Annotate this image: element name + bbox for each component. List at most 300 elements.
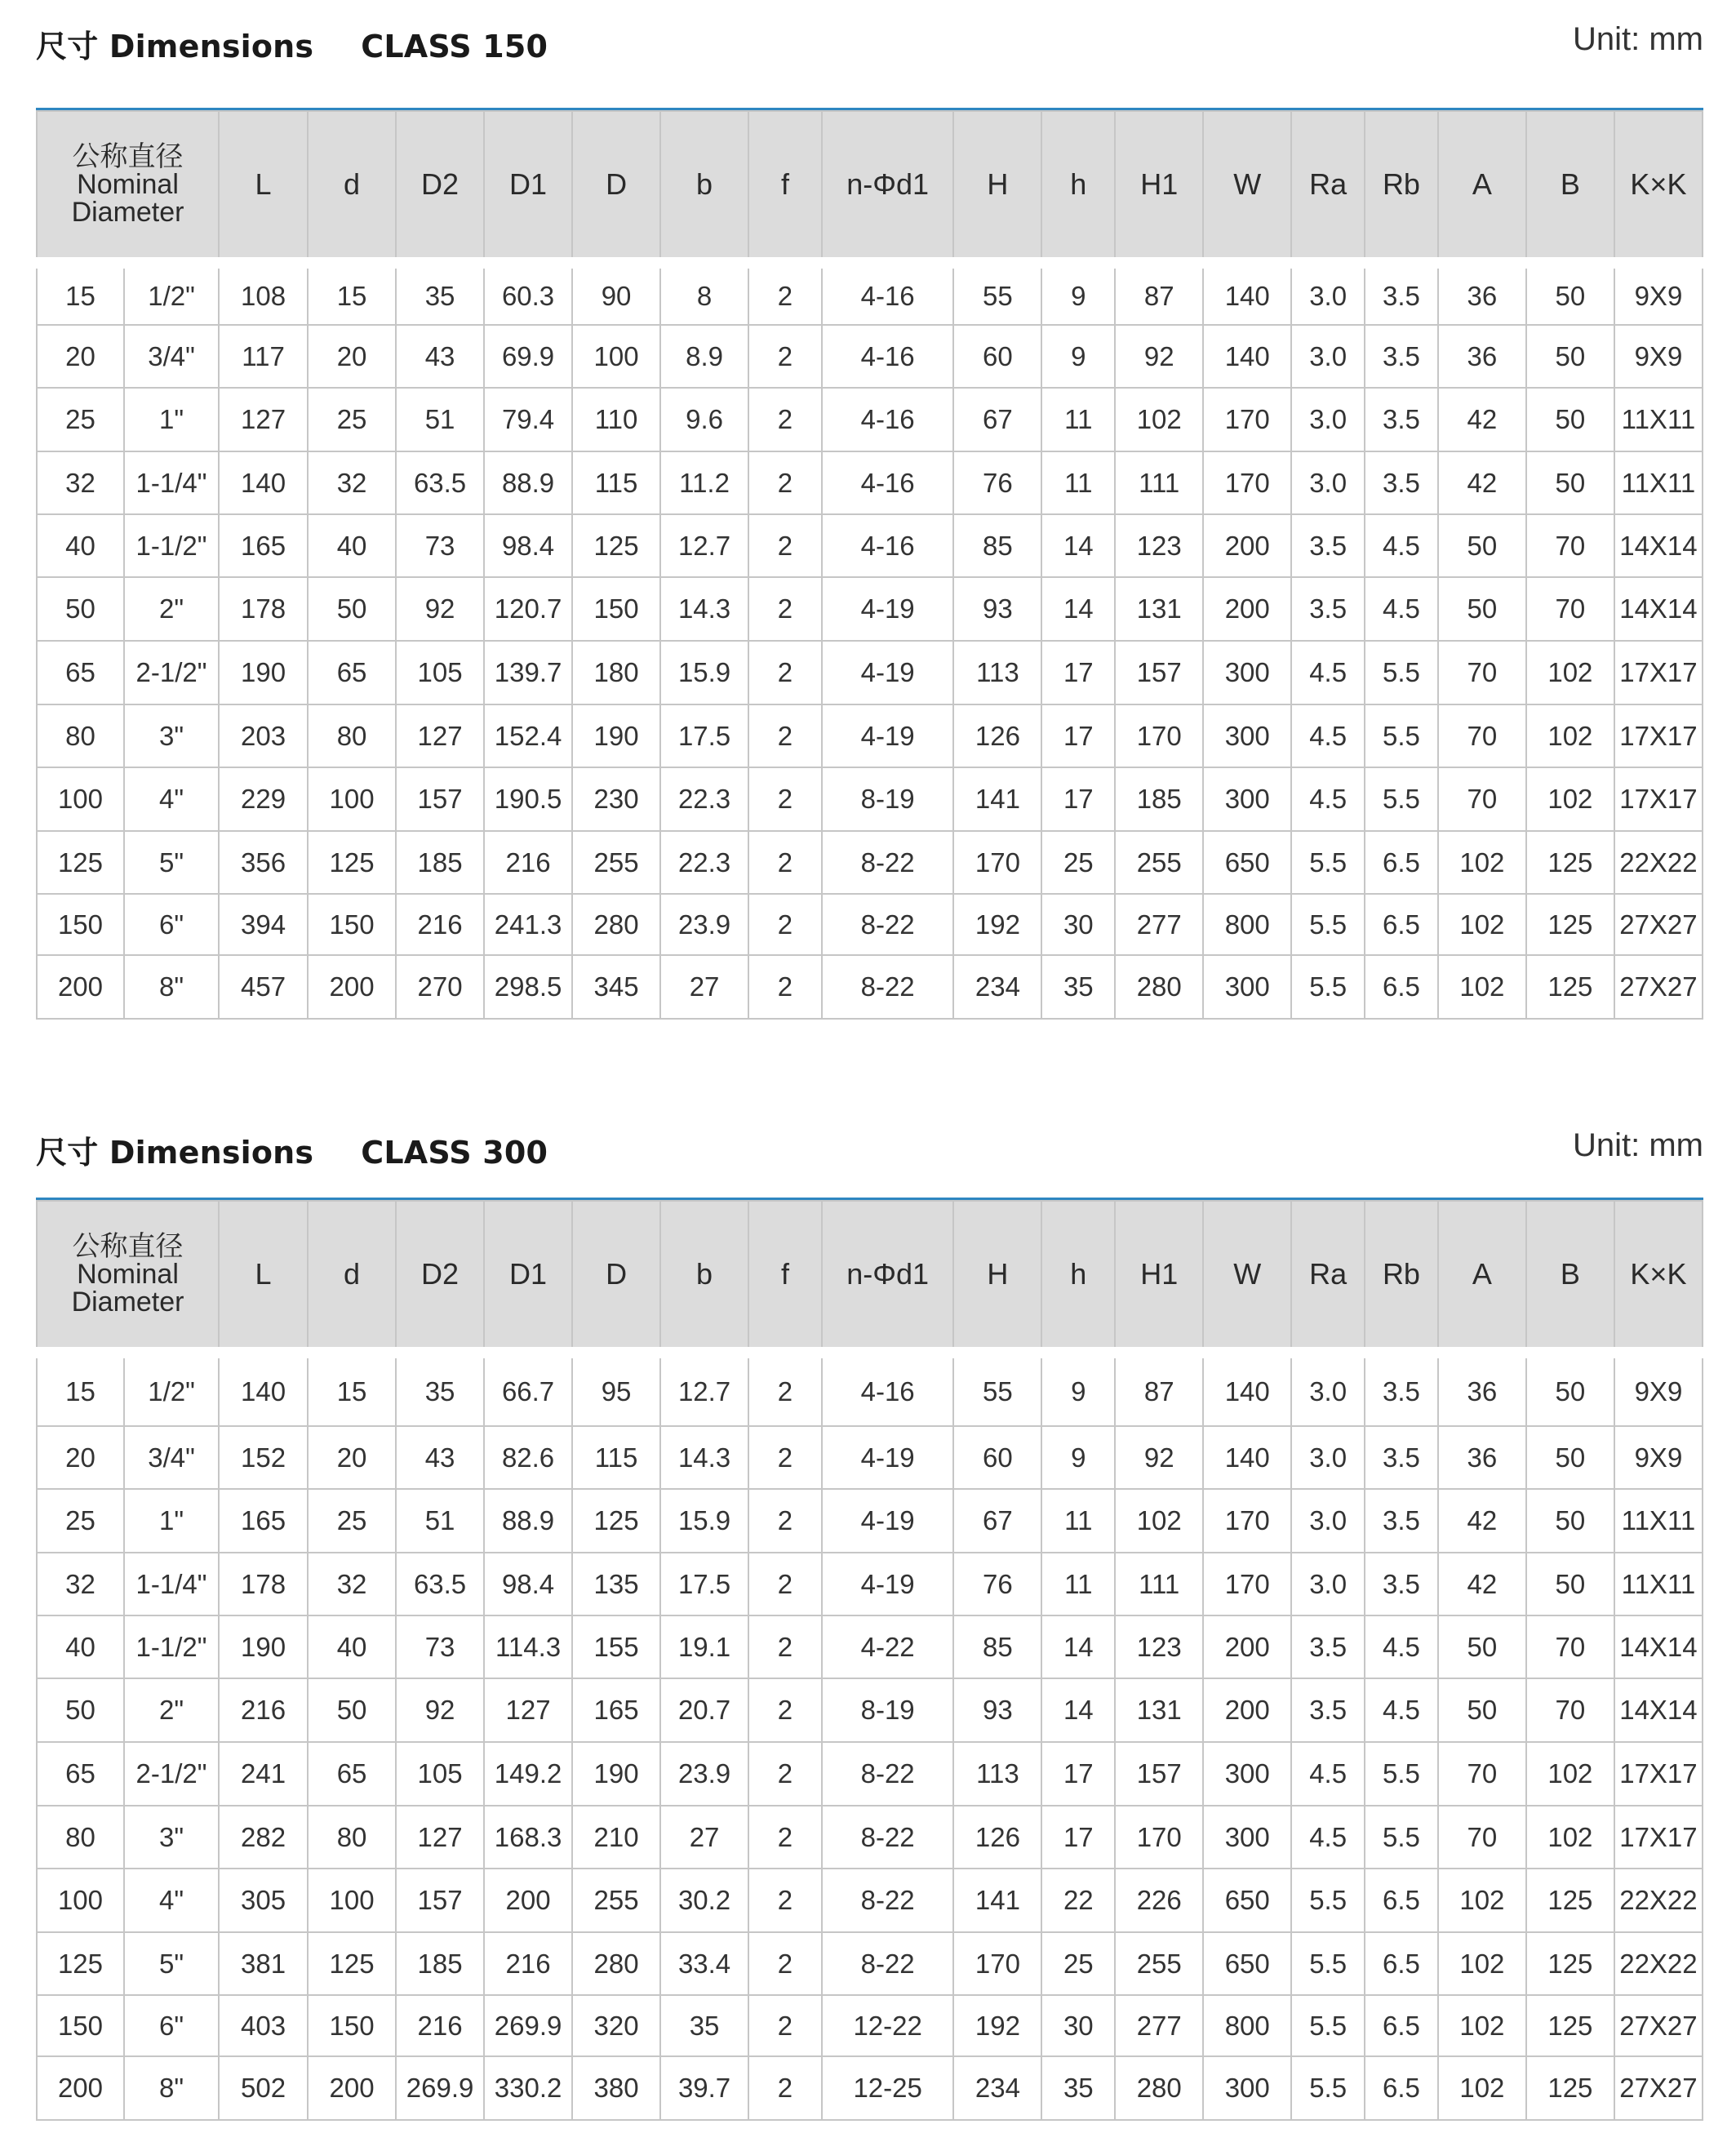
table-cell: 277: [1115, 1995, 1203, 2056]
table-cell: 125: [1526, 1932, 1614, 1995]
table-cell: 100: [37, 767, 124, 831]
table-cell: 79.4: [484, 388, 572, 451]
table-cell: 3.5: [1365, 1489, 1438, 1553]
column-header: D2: [396, 111, 484, 263]
table-cell: 168.3: [484, 1806, 572, 1869]
table-cell: 800: [1203, 1995, 1291, 2056]
column-header: K×K: [1614, 1201, 1703, 1353]
table-cell: 3.0: [1291, 263, 1365, 325]
table-cell: 11: [1041, 1553, 1115, 1615]
table-cell: 67: [953, 1489, 1041, 1553]
table-cell: 50: [1438, 514, 1526, 577]
table-cell: 4.5: [1365, 577, 1438, 641]
table-cell: 170: [953, 831, 1041, 894]
table-cell: 127: [219, 388, 308, 451]
column-header: H1: [1115, 1201, 1203, 1353]
table-cell: 330.2: [484, 2056, 572, 2120]
table-cell: 50: [1526, 1353, 1614, 1426]
table-cell: 9: [1041, 325, 1115, 388]
table-cell: 125: [308, 831, 396, 894]
table-cell: 1/2": [124, 263, 219, 325]
table-cell: 125: [572, 514, 660, 577]
table-cell: 300: [1203, 1742, 1291, 1806]
table-cell: 6.5: [1365, 955, 1438, 1019]
table-cell: 125: [37, 831, 124, 894]
dimensions-section-class-150: [36, 0, 1703, 1002]
table-cell: 5": [124, 1932, 219, 1995]
column-header: D1: [484, 1201, 572, 1353]
table-cell: 1-1/4": [124, 1553, 219, 1615]
table-cell: 33.4: [660, 1932, 748, 1995]
table-row: [37, 1553, 1703, 1615]
table-cell: 127: [484, 1678, 572, 1742]
table-cell: 100: [37, 1869, 124, 1932]
table-cell: 65: [308, 1742, 396, 1806]
table-cell: 200: [1203, 514, 1291, 577]
table-cell: 32: [308, 451, 396, 514]
table-cell: 2: [748, 641, 822, 704]
table-cell: 4": [124, 767, 219, 831]
table-cell: 157: [396, 767, 484, 831]
table-cell: 9.6: [660, 388, 748, 451]
table-cell: 152.4: [484, 704, 572, 767]
table-cell: 98.4: [484, 514, 572, 577]
table-cell: 4-16: [822, 325, 954, 388]
table-cell: 50: [1438, 1615, 1526, 1678]
table-cell: 6": [124, 894, 219, 955]
table-cell: 280: [572, 1932, 660, 1995]
table-cell: 141: [953, 1869, 1041, 1932]
column-header: Ra: [1291, 1201, 1365, 1353]
table-cell: 140: [1203, 1426, 1291, 1489]
table-cell: 25: [308, 1489, 396, 1553]
table-cell: 14: [1041, 1678, 1115, 1742]
table-cell: 3.5: [1291, 1615, 1365, 1678]
table-cell: 3/4": [124, 1426, 219, 1489]
table-cell: 65: [37, 1742, 124, 1806]
table-cell: 27X27: [1614, 2056, 1703, 2120]
table-cell: 8": [124, 955, 219, 1019]
table-cell: 63.5: [396, 451, 484, 514]
table-cell: 170: [1115, 1806, 1203, 1869]
table-cell: 190: [572, 1742, 660, 1806]
table-cell: 20: [37, 1426, 124, 1489]
table-cell: 126: [953, 704, 1041, 767]
table-cell: 105: [396, 1742, 484, 1806]
column-header: h: [1041, 111, 1115, 263]
table-cell: 87: [1115, 263, 1203, 325]
table-cell: 100: [308, 1869, 396, 1932]
table-cell: 67: [953, 388, 1041, 451]
table-cell: 125: [1526, 2056, 1614, 2120]
table-cell: 17: [1041, 1742, 1115, 1806]
table-cell: 50: [1526, 1489, 1614, 1553]
table-cell: 92: [396, 1678, 484, 1742]
nominal-diameter-header: [37, 1201, 219, 1353]
table-cell: 282: [219, 1806, 308, 1869]
table-cell: 178: [219, 1553, 308, 1615]
table-cell: 76: [953, 1553, 1041, 1615]
table-cell: 255: [572, 831, 660, 894]
table-cell: 100: [308, 767, 396, 831]
table-cell: 102: [1526, 641, 1614, 704]
table-cell: 135: [572, 1553, 660, 1615]
table-cell: 127: [396, 1806, 484, 1869]
table-cell: 2: [748, 263, 822, 325]
table-cell: 114.3: [484, 1615, 572, 1678]
table-cell: 356: [219, 831, 308, 894]
table-cell: 140: [1203, 263, 1291, 325]
table-cell: 200: [1203, 577, 1291, 641]
table-cell: 70: [1526, 577, 1614, 641]
table-cell: 39.7: [660, 2056, 748, 2120]
table-cell: 131: [1115, 577, 1203, 641]
table-cell: 1-1/2": [124, 1615, 219, 1678]
table-cell: 15: [308, 263, 396, 325]
table-cell: 650: [1203, 1869, 1291, 1932]
table-cell: 4": [124, 1869, 219, 1932]
table-cell: 152: [219, 1426, 308, 1489]
table-cell: 3.5: [1365, 325, 1438, 388]
table-cell: 1-1/2": [124, 514, 219, 577]
table-cell: 8-22: [822, 1869, 954, 1932]
table-cell: 800: [1203, 894, 1291, 955]
table-cell: 102: [1438, 831, 1526, 894]
table-cell: 300: [1203, 704, 1291, 767]
table-cell: 150: [572, 577, 660, 641]
table-cell: 2: [748, 577, 822, 641]
table-cell: 15.9: [660, 641, 748, 704]
dimensions-section-class-300: [36, 1106, 1703, 2103]
table-cell: 185: [1115, 767, 1203, 831]
table-cell: 17X17: [1614, 1806, 1703, 1869]
table-row: [37, 767, 1703, 831]
table-cell: 113: [953, 641, 1041, 704]
table-cell: 6.5: [1365, 1995, 1438, 2056]
nominal-header-cn: 公称直径: [72, 1231, 184, 1262]
table-cell: 155: [572, 1615, 660, 1678]
unit-label: Unit: mm: [1573, 1127, 1703, 1163]
table-cell: 255: [1115, 831, 1203, 894]
table-cell: 102: [1526, 1806, 1614, 1869]
table-cell: 50: [1438, 577, 1526, 641]
table-cell: 4.5: [1291, 641, 1365, 704]
table-cell: 2: [748, 1353, 822, 1426]
column-header: Rb: [1365, 111, 1438, 263]
table-cell: 4.5: [1291, 704, 1365, 767]
table-cell: 22: [1041, 1869, 1115, 1932]
table-cell: 11: [1041, 451, 1115, 514]
column-header: Ra: [1291, 111, 1365, 263]
table-cell: 2: [748, 704, 822, 767]
table-cell: 9X9: [1614, 1426, 1703, 1489]
table-cell: 23.9: [660, 1742, 748, 1806]
table-cell: 110: [572, 388, 660, 451]
table-cell: 3.5: [1291, 1678, 1365, 1742]
table-cell: 102: [1526, 1742, 1614, 1806]
table-cell: 4-22: [822, 1615, 954, 1678]
table-cell: 27X27: [1614, 1995, 1703, 2056]
table-cell: 3.5: [1291, 514, 1365, 577]
table-cell: 60: [953, 325, 1041, 388]
table-cell: 14.3: [660, 577, 748, 641]
table-cell: 170: [953, 1932, 1041, 1995]
table-cell: 82.6: [484, 1426, 572, 1489]
table-cell: 11: [1041, 388, 1115, 451]
table-cell: 120.7: [484, 577, 572, 641]
table-cell: 165: [219, 514, 308, 577]
table-cell: 8-22: [822, 831, 954, 894]
table-cell: 6.5: [1365, 831, 1438, 894]
table-cell: 25: [1041, 1932, 1115, 1995]
table-cell: 3.0: [1291, 388, 1365, 451]
table-cell: 9: [1041, 263, 1115, 325]
header-row: [37, 111, 1703, 263]
table-cell: 50: [1526, 1553, 1614, 1615]
table-cell: 127: [396, 704, 484, 767]
table-cell: 27: [660, 955, 748, 1019]
table-cell: 14.3: [660, 1426, 748, 1489]
table-cell: 69.9: [484, 325, 572, 388]
table-cell: 2": [124, 1678, 219, 1742]
table-cell: 40: [37, 514, 124, 577]
table-cell: 11X11: [1614, 388, 1703, 451]
table-cell: 300: [1203, 641, 1291, 704]
table-cell: 60: [953, 1426, 1041, 1489]
table-cell: 190: [572, 704, 660, 767]
table-cell: 300: [1203, 767, 1291, 831]
table-row: [37, 577, 1703, 641]
table-cell: 12.7: [660, 514, 748, 577]
column-header: L: [219, 111, 308, 263]
table-cell: 190: [219, 1615, 308, 1678]
table-cell: 8-19: [822, 767, 954, 831]
section-title: [36, 1127, 548, 1172]
table-cell: 125: [1526, 831, 1614, 894]
table-cell: 2: [748, 1553, 822, 1615]
column-header: D: [572, 1201, 660, 1353]
table-cell: 185: [396, 1932, 484, 1995]
table-cell: 80: [308, 1806, 396, 1869]
table-row: [37, 451, 1703, 514]
table-cell: 4.5: [1365, 1678, 1438, 1742]
table-cell: 17.5: [660, 1553, 748, 1615]
table-cell: 140: [1203, 1353, 1291, 1426]
table-cell: 3": [124, 1806, 219, 1869]
table-cell: 241.3: [484, 894, 572, 955]
table-cell: 70: [1438, 1742, 1526, 1806]
table-cell: 131: [1115, 1678, 1203, 1742]
class-label: CLASS 150: [361, 29, 548, 64]
table-cell: 90: [572, 263, 660, 325]
table-cell: 320: [572, 1995, 660, 2056]
table-cell: 2: [748, 1869, 822, 1932]
table-cell: 50: [37, 577, 124, 641]
table-cell: 5.5: [1365, 1806, 1438, 1869]
table-cell: 380: [572, 2056, 660, 2120]
table-cell: 93: [953, 1678, 1041, 1742]
table-cell: 6": [124, 1995, 219, 2056]
table-row: [37, 1678, 1703, 1742]
column-header: b: [660, 111, 748, 263]
table-cell: 139.7: [484, 641, 572, 704]
table-cell: 305: [219, 1869, 308, 1932]
table-cell: 3": [124, 704, 219, 767]
table-cell: 80: [37, 704, 124, 767]
table-cell: 3.0: [1291, 1489, 1365, 1553]
nominal-header-en2: Diameter: [71, 1287, 184, 1318]
table-cell: 22X22: [1614, 831, 1703, 894]
table-cell: 216: [396, 1995, 484, 2056]
table-cell: 8-22: [822, 1742, 954, 1806]
table-cell: 92: [1115, 325, 1203, 388]
table-cell: 170: [1203, 1489, 1291, 1553]
table-cell: 14X14: [1614, 577, 1703, 641]
table-cell: 20: [308, 1426, 396, 1489]
table-cell: 88.9: [484, 1489, 572, 1553]
table-cell: 14X14: [1614, 1615, 1703, 1678]
table-row: [37, 514, 1703, 577]
table-cell: 5.5: [1365, 1742, 1438, 1806]
table-cell: 8-22: [822, 1806, 954, 1869]
table-cell: 190: [219, 641, 308, 704]
table-cell: 4-16: [822, 388, 954, 451]
table-row: [37, 641, 1703, 704]
table-cell: 102: [1438, 1995, 1526, 2056]
table-cell: 200: [37, 2056, 124, 2120]
table-cell: 4.5: [1365, 514, 1438, 577]
table-cell: 8-22: [822, 1932, 954, 1995]
column-header: B: [1526, 1201, 1614, 1353]
table-cell: 12.7: [660, 1353, 748, 1426]
table-cell: 4.5: [1291, 1742, 1365, 1806]
table-cell: 25: [308, 388, 396, 451]
table-cell: 650: [1203, 831, 1291, 894]
table-cell: 40: [308, 514, 396, 577]
table-cell: 50: [1438, 1678, 1526, 1742]
table-cell: 241: [219, 1742, 308, 1806]
column-header: W: [1203, 1201, 1291, 1353]
table-cell: 300: [1203, 955, 1291, 1019]
table-cell: 55: [953, 263, 1041, 325]
table-cell: 185: [396, 831, 484, 894]
table-cell: 85: [953, 1615, 1041, 1678]
table-cell: 30: [1041, 894, 1115, 955]
table-cell: 300: [1203, 1806, 1291, 1869]
table-cell: 102: [1526, 767, 1614, 831]
table-cell: 11.2: [660, 451, 748, 514]
table-cell: 3.0: [1291, 1426, 1365, 1489]
table-cell: 190.5: [484, 767, 572, 831]
table-cell: 73: [396, 514, 484, 577]
table-cell: 20: [37, 325, 124, 388]
table-cell: 178: [219, 577, 308, 641]
table-cell: 150: [37, 1995, 124, 2056]
column-header: W: [1203, 111, 1291, 263]
table-cell: 51: [396, 1489, 484, 1553]
table-cell: 269.9: [396, 2056, 484, 2120]
table-cell: 50: [1526, 325, 1614, 388]
table-cell: 157: [1115, 641, 1203, 704]
table-cell: 1": [124, 1489, 219, 1553]
table-cell: 126: [953, 1806, 1041, 1869]
table-cell: 14: [1041, 514, 1115, 577]
table-cell: 200: [37, 955, 124, 1019]
table-cell: 141: [953, 767, 1041, 831]
table-cell: 2: [748, 1678, 822, 1742]
table-cell: 15: [37, 1353, 124, 1426]
table-cell: 3.5: [1291, 577, 1365, 641]
table-cell: 2-1/2": [124, 1742, 219, 1806]
table-cell: 70: [1526, 1615, 1614, 1678]
table-row: [37, 1489, 1703, 1553]
table-cell: 394: [219, 894, 308, 955]
table-cell: 36: [1438, 1353, 1526, 1426]
table-cell: 76: [953, 451, 1041, 514]
table-cell: 203: [219, 704, 308, 767]
column-header: H: [953, 1201, 1041, 1353]
table-cell: 2: [748, 325, 822, 388]
table-cell: 50: [37, 1678, 124, 1742]
table-cell: 3.5: [1365, 1426, 1438, 1489]
table-cell: 102: [1438, 1869, 1526, 1932]
dimensions-table: [36, 1200, 1703, 2121]
table-cell: 4-19: [822, 1553, 954, 1615]
table-cell: 140: [1203, 325, 1291, 388]
table-cell: 17X17: [1614, 704, 1703, 767]
table-cell: 11X11: [1614, 1553, 1703, 1615]
dimensions-title: 尺寸 Dimensions: [36, 1135, 314, 1171]
table-cell: 36: [1438, 263, 1526, 325]
column-header: f: [748, 111, 822, 263]
table-cell: 42: [1438, 388, 1526, 451]
table-cell: 234: [953, 2056, 1041, 2120]
column-header: A: [1438, 1201, 1526, 1353]
table-row: [37, 1742, 1703, 1806]
table-cell: 6.5: [1365, 1869, 1438, 1932]
table-cell: 115: [572, 1426, 660, 1489]
table-cell: 2: [748, 2056, 822, 2120]
table-cell: 42: [1438, 1553, 1526, 1615]
table-cell: 80: [37, 1806, 124, 1869]
table-cell: 3.5: [1365, 388, 1438, 451]
table-cell: 102: [1115, 388, 1203, 451]
dimensions-table: [36, 110, 1703, 1020]
table-cell: 35: [396, 263, 484, 325]
table-cell: 30.2: [660, 1869, 748, 1932]
table-cell: 17: [1041, 1806, 1115, 1869]
table-cell: 200: [308, 955, 396, 1019]
table-cell: 11X11: [1614, 1489, 1703, 1553]
column-header: B: [1526, 111, 1614, 263]
table-cell: 1-1/4": [124, 451, 219, 514]
table-cell: 102: [1438, 894, 1526, 955]
table-cell: 8-22: [822, 894, 954, 955]
table-cell: 11: [1041, 1489, 1115, 1553]
table-cell: 2: [748, 1995, 822, 2056]
table-cell: 125: [1526, 894, 1614, 955]
table-cell: 170: [1203, 451, 1291, 514]
column-header: H1: [1115, 111, 1203, 263]
nominal-header-en1: Nominal: [77, 169, 179, 200]
table-cell: 216: [219, 1678, 308, 1742]
table-cell: 35: [660, 1995, 748, 2056]
table-cell: 6.5: [1365, 2056, 1438, 2120]
table-cell: 22.3: [660, 767, 748, 831]
table-cell: 100: [572, 325, 660, 388]
table-cell: 3.5: [1365, 1353, 1438, 1426]
table-cell: 111: [1115, 1553, 1203, 1615]
